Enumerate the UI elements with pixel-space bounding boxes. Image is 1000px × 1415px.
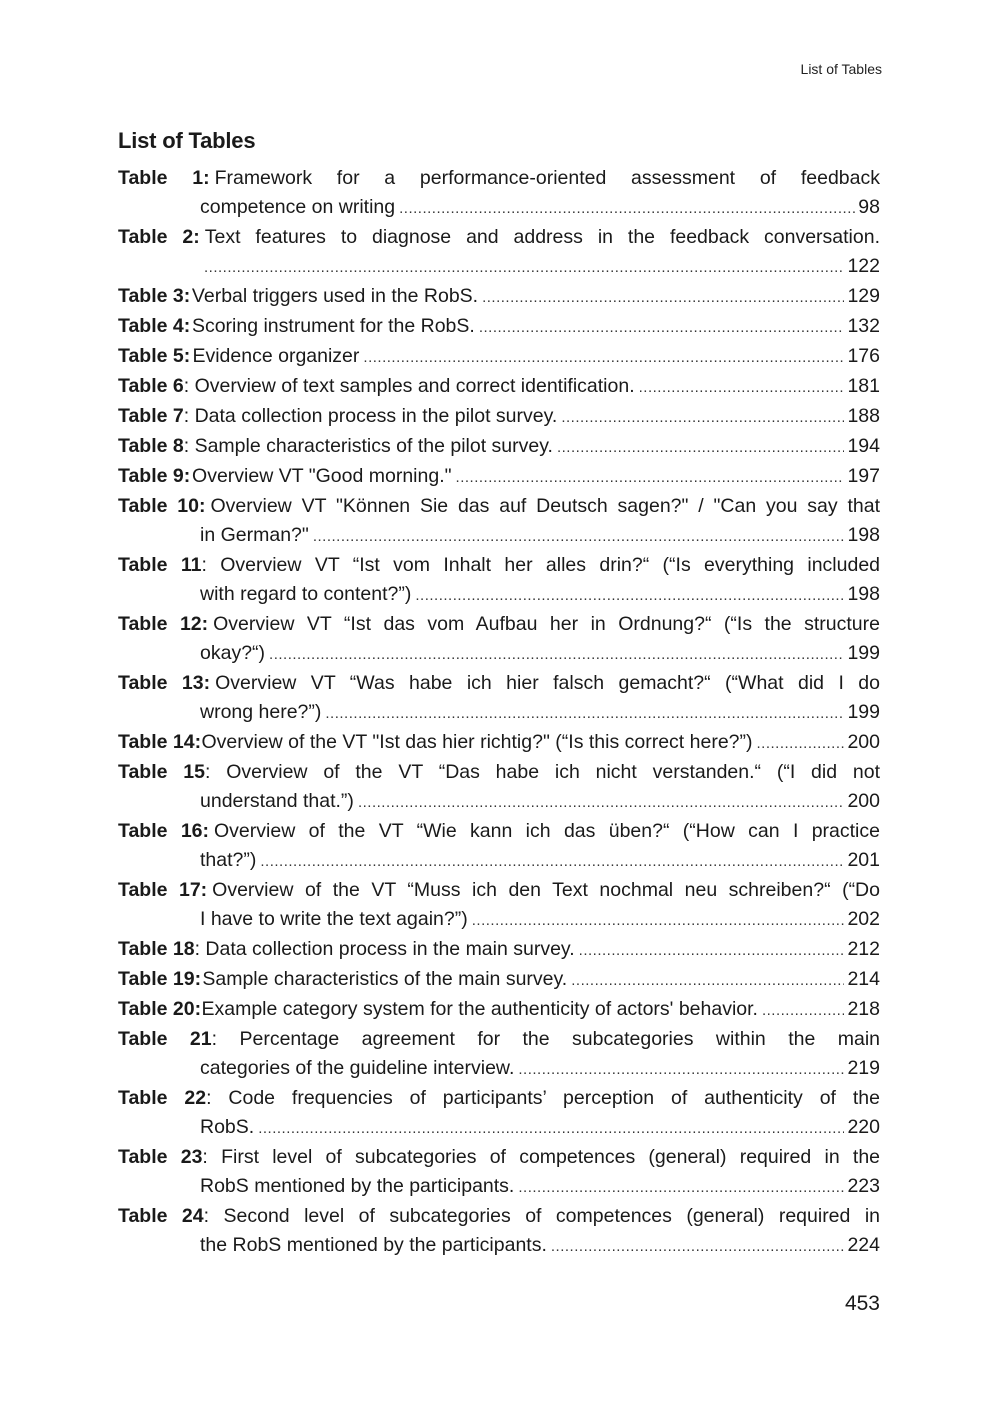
leader-dots [358, 788, 845, 817]
toc-entry[interactable] [118, 462, 880, 492]
leader-dots [456, 463, 845, 492]
toc-entry[interactable] [118, 610, 880, 669]
leader-dots [762, 996, 844, 1025]
table-label: Table 22 [118, 1087, 207, 1109]
page-ref: 188 [847, 405, 880, 427]
leader-dots [258, 1114, 844, 1143]
table-title: Example category system for the authenticity of actors' behavior. [201, 998, 758, 1020]
table-title: : Data collection process in the main survey. [194, 938, 575, 960]
table-title: Evidence organizer [192, 345, 360, 367]
table-label: Table 11 [118, 554, 202, 576]
table-title: Overview of the VT “Wie kann ich das üben?“ (“How can I practice [214, 820, 880, 842]
running-header: List of Tables [800, 61, 882, 77]
page-ref: 224 [847, 1234, 880, 1256]
table-title-continued: okay?“) [200, 642, 266, 664]
table-title: : Overview of the VT “Das habe ich nicht verstanden.“ (“I did not [205, 761, 881, 783]
table-label: Table 10: [118, 495, 206, 517]
leader-dots [518, 1055, 844, 1084]
toc-entry[interactable] [118, 758, 880, 817]
table-label: Table 23 [118, 1146, 203, 1168]
table-title: : Code frequencies of participants’ perception of authenticity of the [206, 1087, 880, 1109]
table-title: : Percentage agreement for the subcategories within the main [211, 1028, 881, 1050]
toc-entry[interactable] [118, 1143, 880, 1202]
table-label: Table 21 [118, 1028, 212, 1050]
leader-dots [551, 1232, 845, 1261]
page-ref: 201 [847, 849, 880, 871]
table-title-continued: with regard to content?”) [200, 583, 412, 605]
toc-entry[interactable] [118, 935, 880, 965]
table-title: : Data collection process in the pilot survey. [183, 405, 558, 427]
page-ref: 199 [847, 701, 880, 723]
toc-entry[interactable] [118, 282, 880, 312]
toc-entry[interactable] [118, 223, 880, 282]
toc-entry[interactable] [118, 1202, 880, 1261]
table-label: Table 4: [118, 315, 191, 337]
page-ref: 219 [847, 1057, 880, 1079]
leader-dots [557, 433, 844, 462]
table-title: Verbal triggers used in the RobS. [191, 285, 479, 307]
toc-entry[interactable] [118, 1084, 880, 1143]
page-ref: 223 [847, 1175, 880, 1197]
table-title: Text features to diagnose and address in the feedback conversation. [204, 226, 880, 248]
toc-entry[interactable] [118, 432, 880, 462]
table-title-continued: competence on writing [200, 196, 396, 218]
table-title-continued: I have to write the text again?”) [200, 908, 468, 930]
table-title-continued: wrong here?”) [200, 701, 322, 723]
table-title: : Second level of subcategories of competences (general) required in [203, 1205, 880, 1227]
leader-dots [269, 640, 844, 669]
table-title: Overview VT "Good morning." [192, 465, 452, 487]
table-label: Table 8 [118, 435, 184, 457]
page-ref: 198 [847, 583, 880, 605]
page-ref: 181 [847, 375, 880, 397]
page-ref: 218 [847, 998, 880, 1020]
table-title: : Overview of text samples and correct identification. [183, 375, 635, 397]
toc-entry[interactable] [118, 728, 880, 758]
table-title-continued: understand that.”) [200, 790, 354, 812]
table-title: Scoring instrument for the RobS. [191, 315, 475, 337]
leader-dots [561, 403, 844, 432]
toc-entry[interactable] [118, 312, 880, 342]
toc-entry[interactable] [118, 164, 880, 223]
toc-entry[interactable] [118, 876, 880, 935]
table-label: Table 9: [118, 465, 191, 487]
toc-entry[interactable] [118, 372, 880, 402]
leader-dots [415, 581, 844, 610]
table-title: Sample characteristics of the main survey. [202, 968, 568, 990]
table-label: Table 12: [118, 613, 209, 635]
table-title: Framework for a performance-oriented assessment of feedback [214, 167, 880, 189]
toc-entry[interactable] [118, 342, 880, 372]
table-title-continued: categories of the guideline interview. [200, 1057, 515, 1079]
table-label: Table 5: [118, 345, 191, 367]
table-list [118, 164, 880, 1261]
table-label: Table 18 [118, 938, 195, 960]
toc-entry[interactable] [118, 669, 880, 728]
page-ref: 200 [847, 731, 880, 753]
leader-dots [518, 1173, 844, 1202]
table-title: Overview VT “Was habe ich hier falsch gemacht?“ (“What did I do [215, 672, 880, 694]
table-label: Table 7 [118, 405, 184, 427]
page-ref: 200 [847, 790, 880, 812]
leader-dots [204, 253, 844, 282]
toc-entry[interactable] [118, 965, 880, 995]
table-label: Table 1: [118, 167, 210, 189]
table-title-continued: RobS. [200, 1116, 255, 1138]
table-title-continued: in German?" [200, 524, 309, 546]
leader-dots [579, 936, 845, 965]
table-title: : First level of subcategories of competences (general) required in the [202, 1146, 881, 1168]
page-ref: 98 [858, 196, 880, 218]
page-ref: 214 [847, 968, 880, 990]
leader-dots [757, 729, 845, 758]
page-ref: 122 [847, 255, 880, 277]
table-title-continued: RobS mentioned by the participants. [200, 1175, 515, 1197]
page-ref: 132 [847, 315, 880, 337]
table-title-continued: that?”) [200, 849, 257, 871]
table-title: Overview VT "Können Sie das auf Deutsch sagen?" / "Can you say that [210, 495, 880, 517]
toc-entry[interactable] [118, 402, 880, 432]
table-label: Table 20: [118, 998, 202, 1020]
page-ref: 212 [847, 938, 880, 960]
page-ref: 176 [847, 345, 880, 367]
leader-dots [639, 373, 845, 402]
page-ref: 194 [847, 435, 880, 457]
table-label: Table 24 [118, 1205, 204, 1227]
table-title: : Overview VT “Ist vom Inhalt her alles drin?“ (“Is everything included [201, 554, 881, 576]
table-label: Table 2: [118, 226, 200, 248]
page-ref: 199 [847, 642, 880, 664]
leader-dots [479, 313, 845, 342]
table-label: Table 3: [118, 285, 191, 307]
toc-entry[interactable] [118, 995, 880, 1025]
table-title: Overview VT “Ist das vom Aufbau her in Ordnung?“ (“Is the structure [213, 613, 880, 635]
table-label: Table 17: [118, 879, 208, 901]
table-label: Table 15 [118, 761, 205, 783]
table-title: Overview of the VT "Ist das hier richtig?" (“Is this correct here?”) [201, 731, 753, 753]
table-title-continued: the RobS mentioned by the participants. [200, 1234, 547, 1256]
toc-entry[interactable] [118, 551, 880, 610]
toc-entry[interactable] [118, 492, 880, 551]
page-ref: 197 [847, 465, 880, 487]
page-ref: 198 [847, 524, 880, 546]
table-label: Table 19: [118, 968, 202, 990]
table-title: : Sample characteristics of the pilot survey. [183, 435, 553, 457]
page-ref: 129 [847, 285, 880, 307]
page-number: 453 [844, 1292, 880, 1315]
table-label: Table 13: [118, 672, 211, 694]
toc-entry[interactable] [118, 817, 880, 876]
leader-dots [260, 847, 844, 876]
leader-dots [472, 906, 845, 935]
leader-dots [325, 699, 844, 728]
leader-dots [399, 194, 855, 223]
toc-entry[interactable] [118, 1025, 880, 1084]
table-label: Table 6 [118, 375, 184, 397]
leader-dots [313, 522, 845, 551]
table-title: Overview of the VT “Muss ich den Text nochmal neu schreiben?“ (“Do [212, 879, 880, 901]
page-title: List of Tables [118, 128, 256, 153]
table-label: Table 16: [118, 820, 210, 842]
page-ref: 202 [847, 908, 880, 930]
table-label: Table 14: [118, 731, 202, 753]
leader-dots [571, 966, 844, 995]
page-ref: 220 [847, 1116, 880, 1138]
leader-dots [363, 343, 844, 372]
leader-dots [482, 283, 844, 312]
